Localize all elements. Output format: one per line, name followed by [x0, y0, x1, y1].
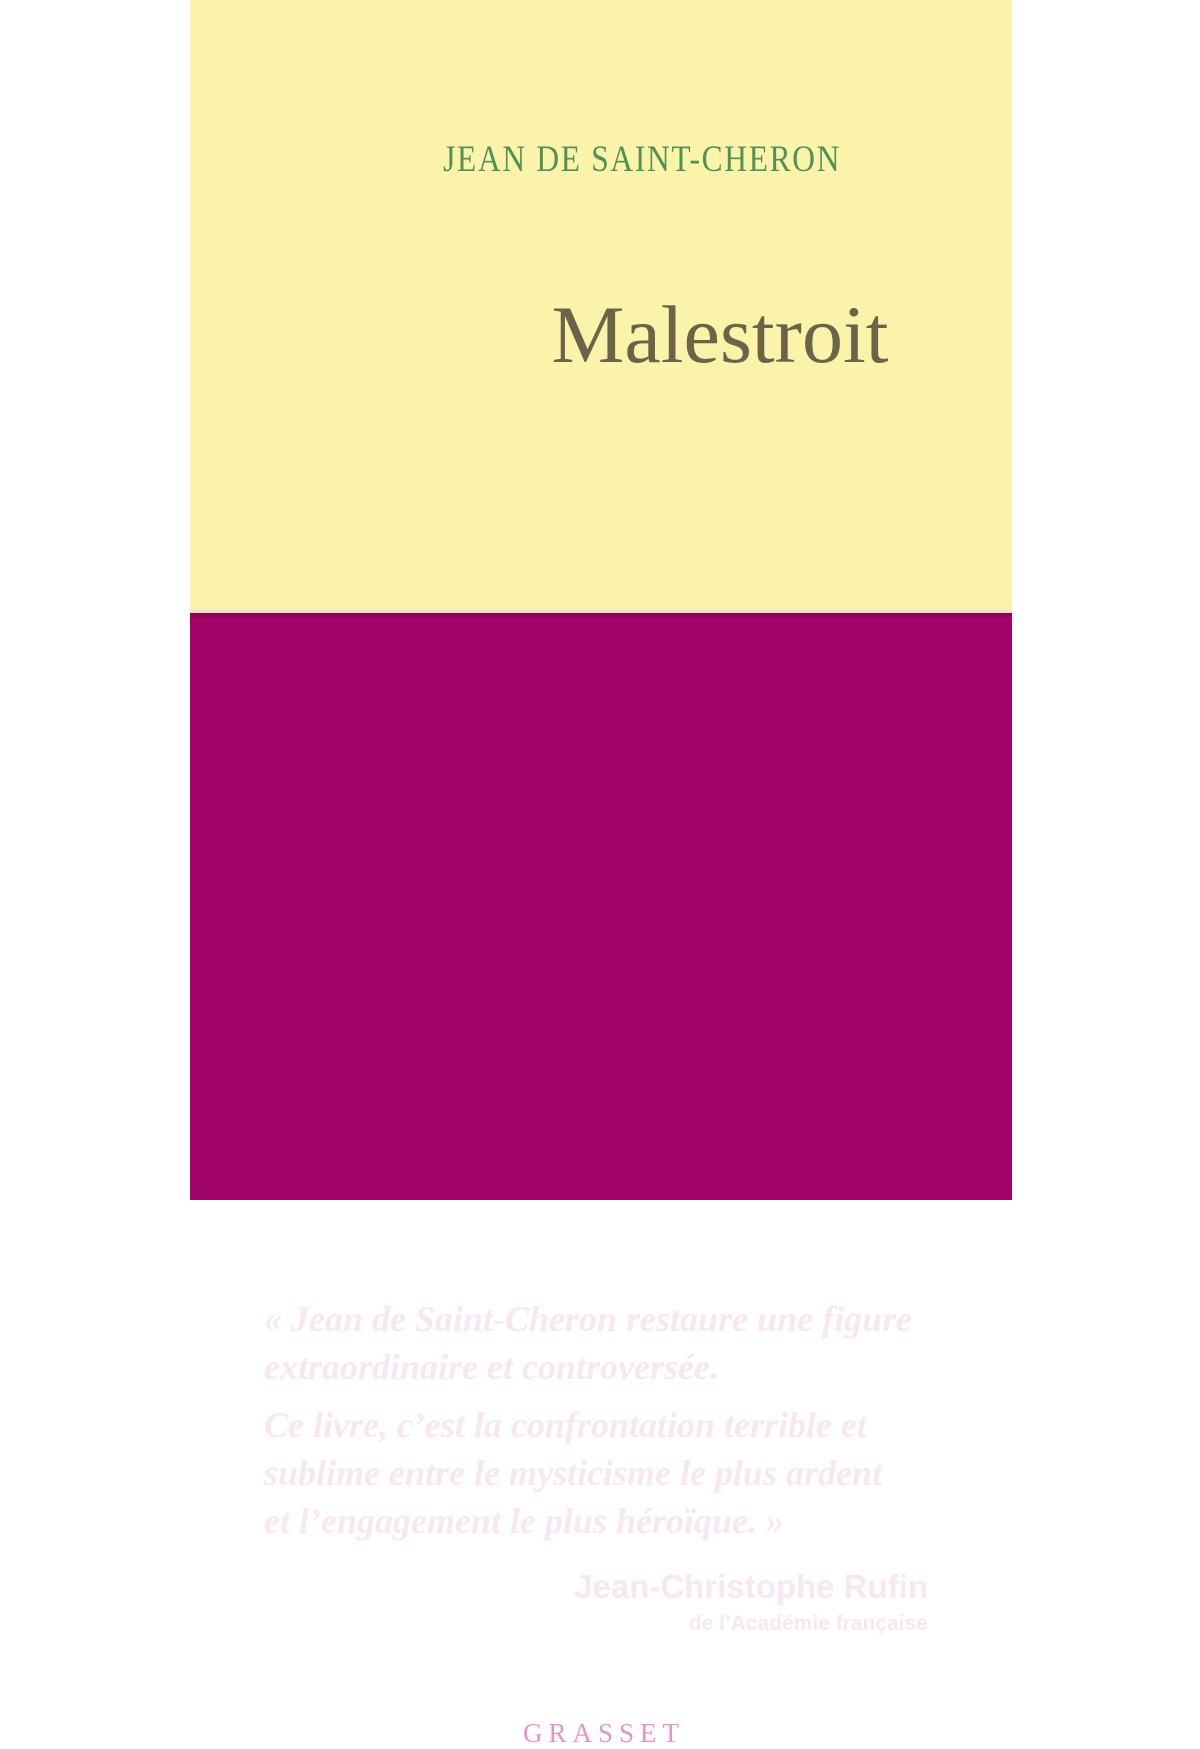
review-quote — [264, 1295, 912, 1545]
cover-bottom-section — [190, 613, 1012, 1748]
publisher-logo: GRASSET — [522, 1718, 686, 1748]
book-title: Malestroit — [551, 289, 889, 380]
author-name — [190, 141, 1012, 178]
quote-attribution — [574, 1567, 928, 1637]
quote-line: Ce livre, c’est la confrontation terrible et — [264, 1405, 867, 1445]
quote-line: extraordinaire et controversée. — [264, 1347, 719, 1387]
quote-paragraph-2 — [264, 1401, 912, 1545]
quote-line: et l’engagement le plus héroïque. » — [264, 1501, 784, 1541]
author-name-text: JEAN DE SAINT-CHERON — [442, 139, 842, 180]
reviewer-name: Jean-Christophe Rufin — [574, 1568, 928, 1605]
reviewer-affiliation: de l’Académie française — [688, 1612, 928, 1635]
quote-line: sublime entre le mysticisme le plus ardent — [264, 1453, 882, 1493]
quote-paragraph-1 — [264, 1295, 912, 1391]
cover-top-section — [190, 0, 1012, 613]
book-cover — [190, 0, 1012, 1748]
quote-line: « Jean de Saint-Cheron restaure une figure — [264, 1299, 913, 1339]
